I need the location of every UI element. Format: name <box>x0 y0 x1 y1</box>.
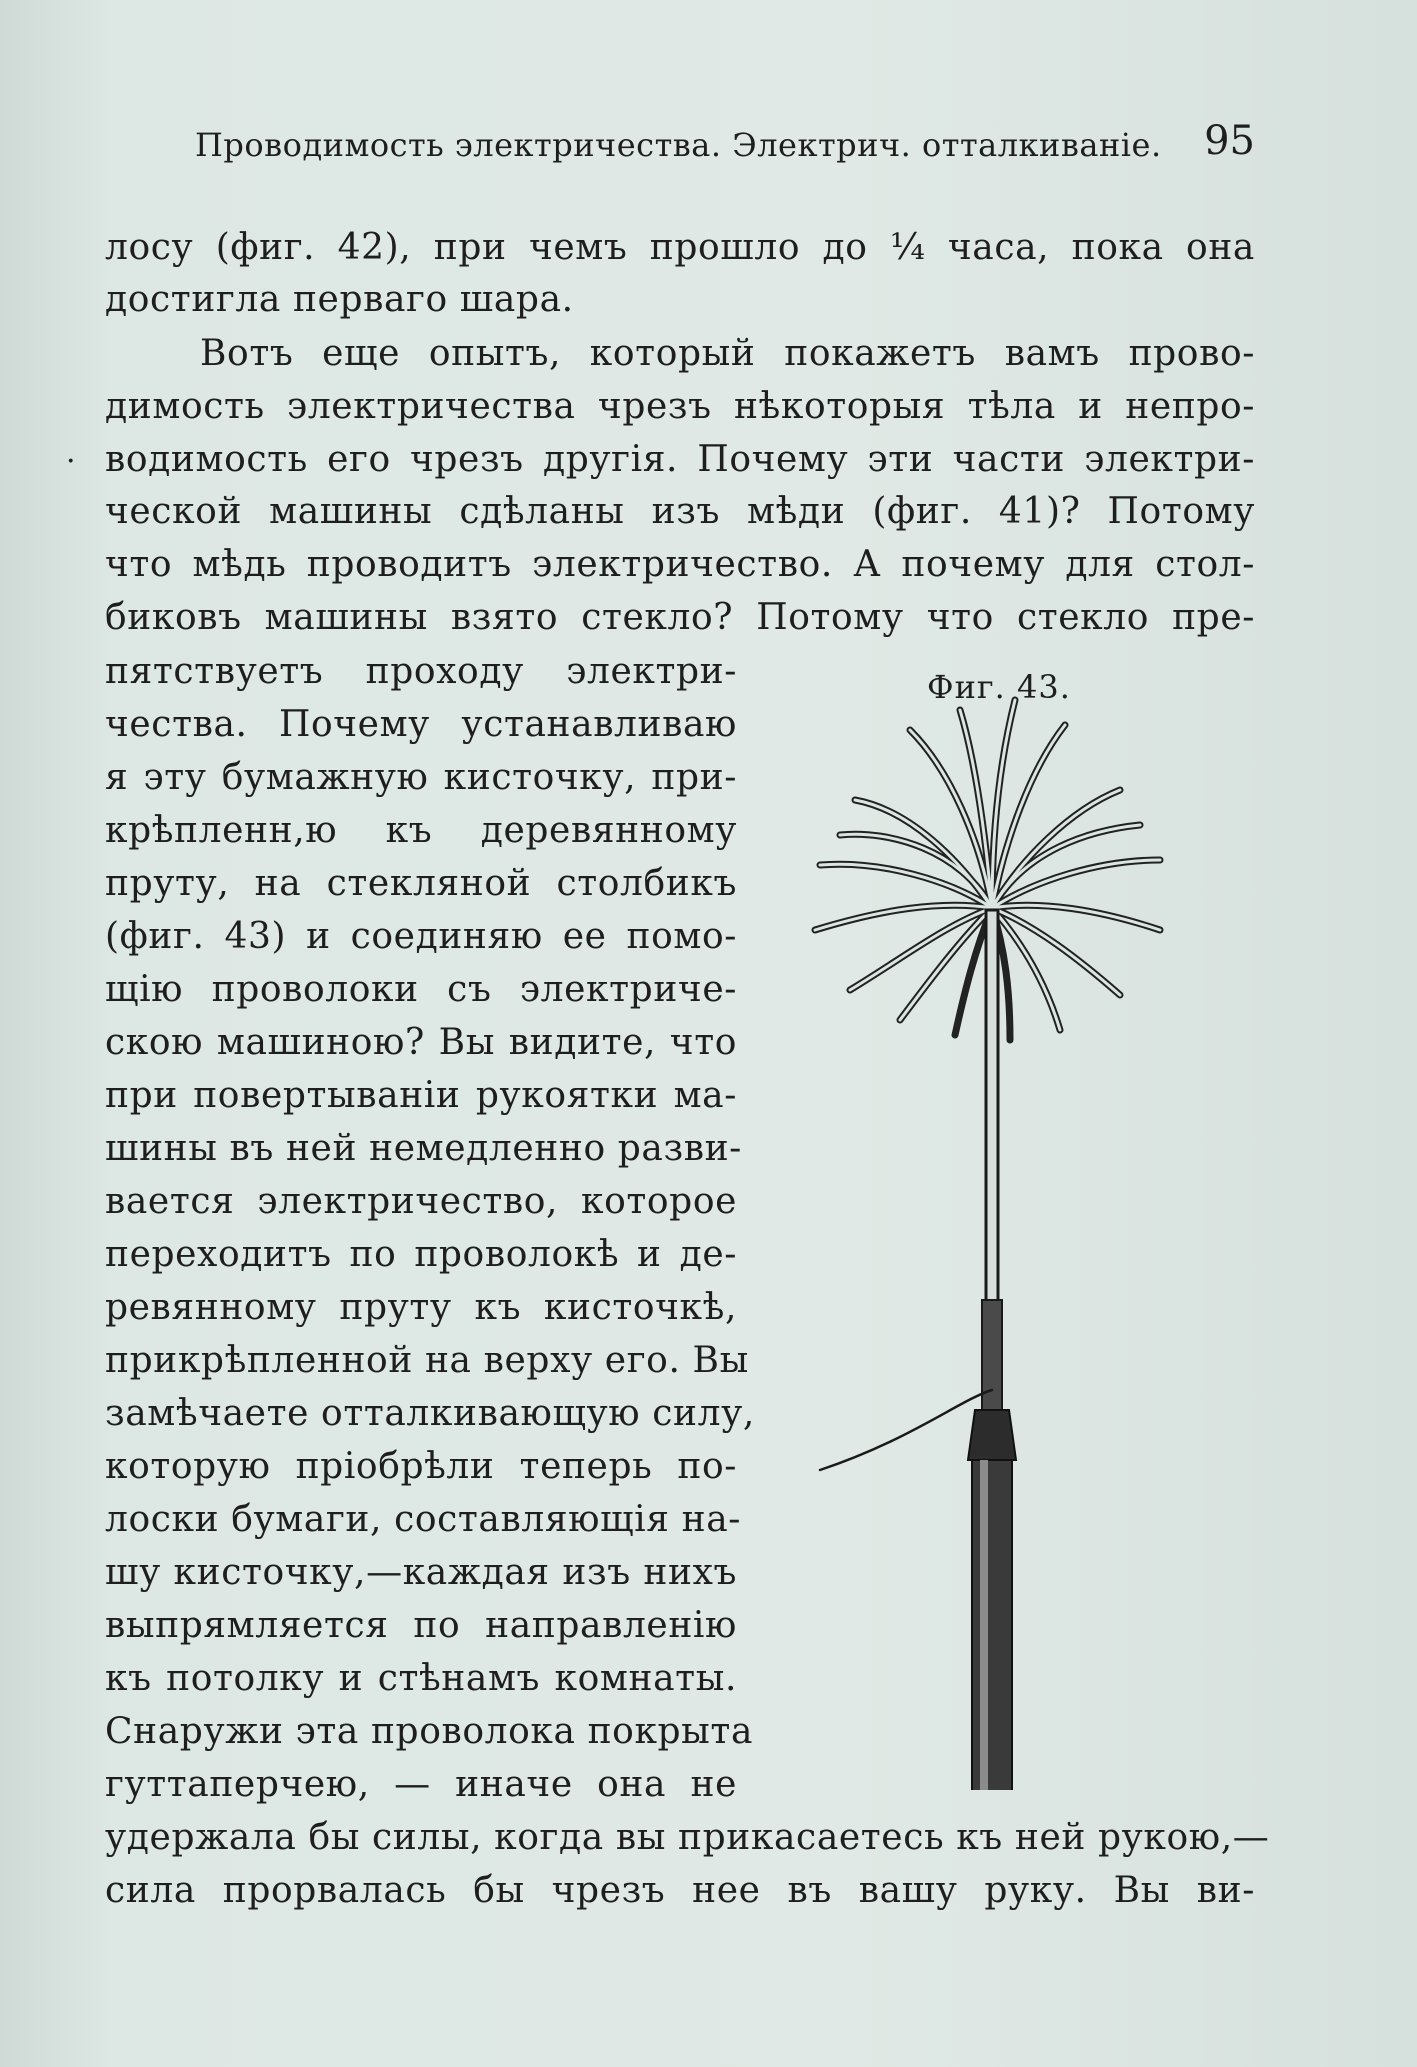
text-line: (фиг. 43) и соединяю ее помо- <box>105 916 737 957</box>
text-line: шины въ ней немедленно разви- <box>105 1128 742 1169</box>
text-line: ревянному пруту къ кисточкѣ, <box>105 1287 737 1328</box>
text-line: щію проволоки съ электриче- <box>105 969 737 1010</box>
text-line: гуттаперчею, — иначе она не <box>105 1764 737 1805</box>
text-line: чества. Почему устанавливаю <box>105 704 737 745</box>
text-line: водимость его чрезъ другія. Почему эти части электри- <box>105 439 1255 480</box>
text-line: которую пріобрѣли теперь по- <box>105 1446 737 1487</box>
paper-tassel-illustration <box>760 660 1260 1790</box>
text-line: ческой машины сдѣланы изъ мѣди (фиг. 41)? Потому <box>105 491 1255 532</box>
running-head <box>195 118 1255 178</box>
text-line: шу кисточку,—каждая изъ нихъ <box>105 1552 737 1593</box>
text-line: лоски бумаги, составляющія на- <box>105 1499 742 1540</box>
running-title: Проводимость электричества. Электрич. отталкиваніе. <box>195 126 1162 164</box>
text-line: замѣчаете отталкивающую силу, <box>105 1393 755 1434</box>
text-line: достигла перваго шара. <box>105 279 574 320</box>
text-line: Снаружи эта проволока покрыта <box>105 1711 754 1752</box>
wire <box>820 1390 992 1470</box>
text-line: выпрямляется по направленію <box>105 1605 737 1646</box>
text-line: пруту, на стекляной столбикъ <box>105 863 737 904</box>
text-line: Вотъ еще опытъ, который покажетъ вамъ прово- <box>200 333 1255 374</box>
text-line: переходитъ по проволокѣ и де- <box>105 1234 737 1275</box>
text-line: димость электричества чрезъ нѣкоторыя тѣла и непро- <box>105 386 1255 427</box>
text-line: прикрѣпленной на верху его. Вы <box>105 1340 749 1381</box>
text-line: скою машиною? Вы видите, что <box>105 1022 737 1063</box>
glass-column <box>968 1410 1016 1460</box>
text-line: пятствуетъ проходу электри- <box>105 651 737 692</box>
text-line: вается электричество, которое <box>105 1181 737 1222</box>
text-line: биковъ машины взято стекло? Потому что стекло пре- <box>105 597 1255 638</box>
text-line: при повертываніи рукоятки ма- <box>105 1075 737 1116</box>
text-line: я эту бумажную кисточку, при- <box>105 757 737 798</box>
figure-caption: Фиг. 43. <box>927 668 1071 706</box>
page-number: 95 <box>1204 118 1255 164</box>
margin-mark: · <box>66 444 76 479</box>
text-line: лосу (фиг. 42), при чемъ прошло до ¼ часа, пока она <box>105 227 1255 268</box>
text-line: что мѣдь проводитъ электричество. А почему для стол- <box>105 544 1255 585</box>
text-line: къ потолку и стѣнамъ комнаты. <box>105 1658 737 1699</box>
text-line: крѣпленн,ю къ деревянному <box>105 810 737 851</box>
text-line: сила прорвалась бы чрезъ нее въ вашу руку. Вы ви- <box>105 1870 1255 1911</box>
text-line: удержала бы силы, когда вы прикасаетесь къ ней рукою,— <box>105 1817 1270 1858</box>
